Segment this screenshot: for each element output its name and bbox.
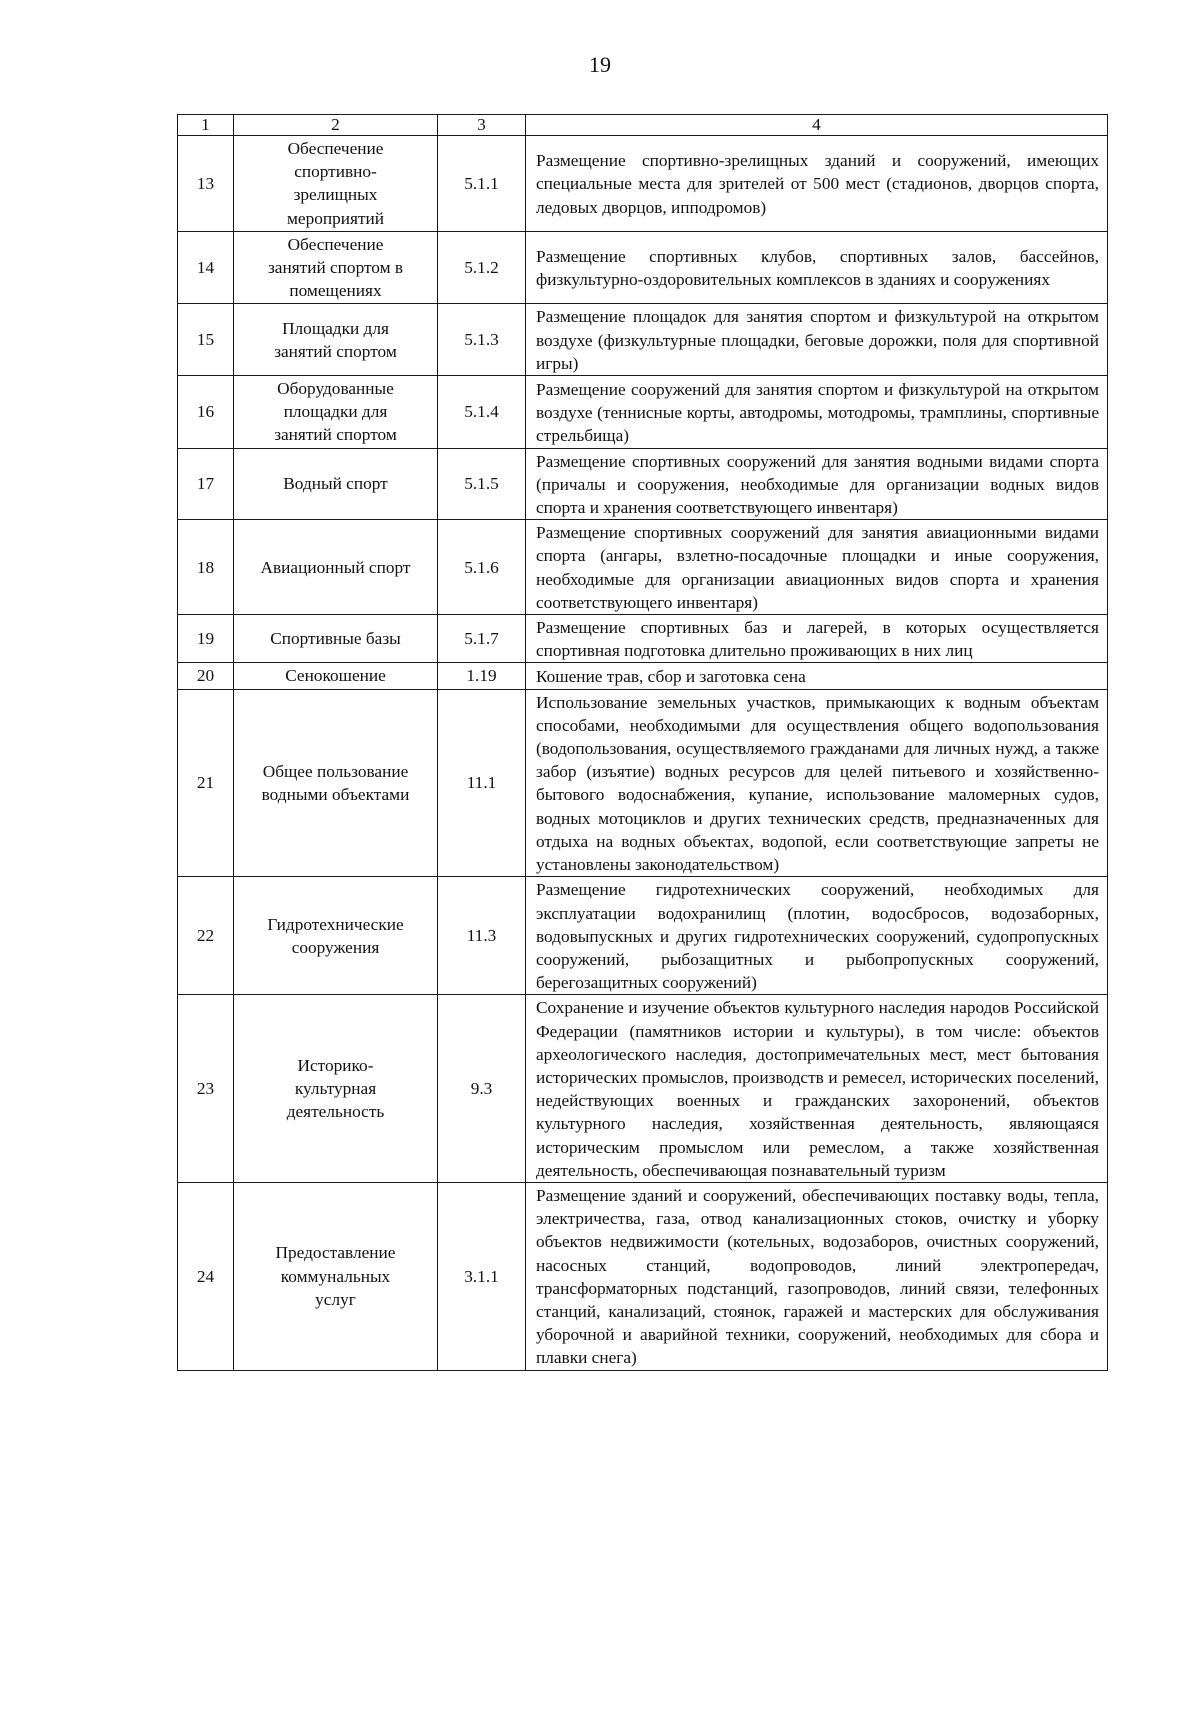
table-row <box>178 136 1108 232</box>
row-name-text: Оборудованные площадки для занятий спортом <box>274 379 397 445</box>
row-classifier-code: 11.3 <box>438 877 526 995</box>
row-land-use-name <box>234 231 438 304</box>
row-number: 16 <box>178 376 234 449</box>
table-row <box>178 663 1108 689</box>
row-classifier-code: 3.1.1 <box>438 1182 526 1370</box>
row-land-use-name <box>234 448 438 520</box>
row-classifier-code: 5.1.4 <box>438 376 526 449</box>
row-classifier-code: 9.3 <box>438 995 526 1183</box>
row-description: Размещение спортивно-зрелищных зданий и сооружений, имеющих специальные места для зрителей от 500 мест (стадионов, дворцов спорта, ледовых дворцов, ипподромов) <box>526 136 1108 232</box>
row-land-use-name <box>234 136 438 232</box>
row-number: 21 <box>178 689 234 877</box>
row-description: Размещение спортивных сооружений для занятия авиационными видами спорта (ангары, взлетно-посадочные площадки и иные сооружения, необходимые для организации авиационных видов спорта и хранения соответствующего инвентаря) <box>526 520 1108 615</box>
row-name-text: Обеспечение занятий спортом в помещениях <box>267 234 404 301</box>
row-number: 22 <box>178 877 234 995</box>
row-land-use-name <box>234 689 438 877</box>
row-classifier-code: 5.1.7 <box>438 615 526 663</box>
row-classifier-code: 5.1.5 <box>438 448 526 520</box>
land-use-table <box>177 114 1108 1371</box>
header-cell-4: 4 <box>526 115 1108 136</box>
page-number: 19 <box>589 52 611 77</box>
row-land-use-name <box>234 304 438 376</box>
header-cell-3: 3 <box>438 115 526 136</box>
row-land-use-name <box>234 615 438 663</box>
row-classifier-code: 5.1.6 <box>438 520 526 615</box>
row-classifier-code: 11.1 <box>438 689 526 877</box>
row-number: 15 <box>178 304 234 376</box>
row-description: Размещение спортивных сооружений для занятия водными видами спорта (причалы и сооружения, необходимые для организации водных видов спорта и хранения соответствующего инвентаря) <box>526 448 1108 520</box>
row-name-text: Спортивные базы <box>270 629 401 649</box>
table-row <box>178 520 1108 615</box>
row-name-text: Сенокошение <box>285 666 386 686</box>
table-header-row <box>178 115 1108 136</box>
row-number: 14 <box>178 231 234 304</box>
header-cell-2: 2 <box>234 115 438 136</box>
row-number: 23 <box>178 995 234 1183</box>
table-row <box>178 689 1108 877</box>
row-number: 17 <box>178 448 234 520</box>
row-land-use-name <box>234 877 438 995</box>
table-row <box>178 304 1108 376</box>
row-description: Размещение спортивных клубов, спортивных залов, бассейнов, физкультурно-оздоровительных комплексов в зданиях и сооружениях <box>526 231 1108 304</box>
row-land-use-name <box>234 520 438 615</box>
row-description: Размещение площадок для занятия спортом и физкультурой на открытом воздухе (физкультурные площадки, беговые дорожки, поля для спортивной игры) <box>526 304 1108 376</box>
row-classifier-code: 5.1.3 <box>438 304 526 376</box>
table-row <box>178 231 1108 304</box>
row-name-text: Гидротехнические сооружения <box>267 914 404 957</box>
row-land-use-name <box>234 376 438 449</box>
row-name-text: Площадки для занятий спортом <box>274 318 397 361</box>
row-description: Размещение зданий и сооружений, обеспечивающих поставку воды, тепла, электричества, газа, отвод канализационных стоков, очистку и уборку объектов недвижимости (котельных, водозаборов, очистных сооружений, насосных станций, водопроводов, линий электропередач, трансформаторных подстанций, газопроводов, линий связи, телефонных станций, канализаций, стоянок, гаражей и мастерских для обслуживания уборочной и аварийной техники, сооружений, необходимых для сбора и плавки снега) <box>526 1182 1108 1370</box>
row-name-text: Общее пользование водными объектами <box>261 761 410 804</box>
row-name-text: Предоставление коммунальных услуг <box>275 1243 396 1309</box>
row-land-use-name <box>234 995 438 1183</box>
row-number: 18 <box>178 520 234 615</box>
row-name-text: Историко- культурная деятельность <box>286 1055 385 1122</box>
row-name-text: Водный спорт <box>283 474 388 494</box>
row-number: 13 <box>178 136 234 232</box>
row-land-use-name <box>234 1182 438 1370</box>
row-description: Размещение спортивных баз и лагерей, в которых осуществляется спортивная подготовка длительно проживающих в них лиц <box>526 615 1108 663</box>
row-classifier-code: 5.1.1 <box>438 136 526 232</box>
row-description: Размещение гидротехнических сооружений, необходимых для эксплуатации водохранилищ (плотин, водосбросов, водозаборных, водовыпускных и других гидротехнических сооружений, судопропускных сооружений, рыбозащитных и рыбопропускных сооружений, берегозащитных сооружений) <box>526 877 1108 995</box>
row-classifier-code: 5.1.2 <box>438 231 526 304</box>
table-body <box>178 115 1108 1371</box>
row-number: 24 <box>178 1182 234 1370</box>
table-row <box>178 877 1108 995</box>
table-row <box>178 1182 1108 1370</box>
table-row <box>178 615 1108 663</box>
row-name-text: Авиационный спорт <box>260 557 411 577</box>
row-number: 19 <box>178 615 234 663</box>
row-description: Использование земельных участков, примыкающих к водным объектам способами, необходимыми для осуществления общего водопользования (водопользования, осуществляемого гражданами для личных нужд, а также забор (изъятие) водных ресурсов для целей питьевого и хозяйственно-бытового водоснабжения, купание, использование маломерных судов, водных мотоциклов и других технических средств, предназначенных для отдыха на водных объектах, водопой, если соответствующие запреты не установлены законодательством) <box>526 689 1108 877</box>
header-cell-1: 1 <box>178 115 234 136</box>
table-row <box>178 448 1108 520</box>
row-name-text: Обеспечение спортивно- зрелищных мероприятий <box>286 139 385 228</box>
table-row <box>178 995 1108 1183</box>
row-description: Сохранение и изучение объектов культурного наследия народов Российской Федерации (памятников истории и культуры), в том числе: объектов археологического наследия, достопримечательных мест, мест бытования исторических промыслов, производств и ремесел, исторических поселений, недействующих военных и гражданских захоронений, объектов культурного наследия, хозяйственная деятельность, являющаяся историческим промыслом или ремеслом, а также хозяйственная деятельность, обеспечивающая познавательный туризм <box>526 995 1108 1183</box>
row-classifier-code: 1.19 <box>438 663 526 689</box>
row-description: Размещение сооружений для занятия спортом и физкультурой на открытом воздухе (теннисные корты, автодромы, мотодромы, трамплины, спортивные стрельбища) <box>526 376 1108 449</box>
row-land-use-name <box>234 663 438 689</box>
row-description: Кошение трав, сбор и заготовка сена <box>526 663 1108 689</box>
row-number: 20 <box>178 663 234 689</box>
table-row <box>178 376 1108 449</box>
